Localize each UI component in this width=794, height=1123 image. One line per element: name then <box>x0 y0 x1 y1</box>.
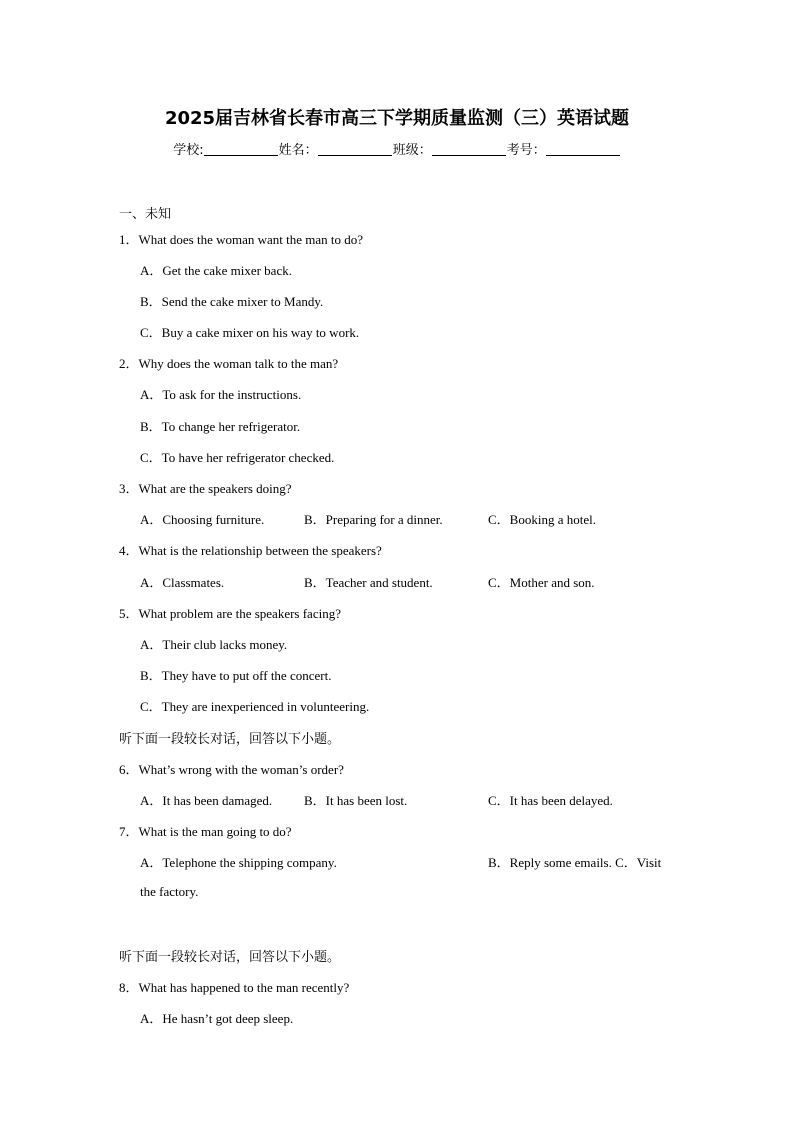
page-title: 2025届吉林省长春市高三下学期质量监测（三）英语试题 <box>164 108 630 129</box>
school-label: 学校: <box>173 143 204 158</box>
question-1: 1．What does the woman want the man to do? <box>119 232 364 247</box>
class-label: 班级： <box>392 143 432 158</box>
question-7: 7．What is the man going to do? <box>119 824 292 839</box>
q7-option-a: A．Telephone the shipping company. <box>140 855 337 870</box>
q3-option-a: A．Choosing furniture. <box>140 512 265 527</box>
q2-option-c: C．To have her refrigerator checked. <box>140 450 335 465</box>
exam-number-blank <box>546 143 620 156</box>
q6-option-c: C．It has been delayed. <box>488 793 613 808</box>
q8-option-a: A．He hasn’t got deep sleep. <box>140 1011 294 1026</box>
q2-option-a: A．To ask for the instructions. <box>140 387 302 402</box>
q1-option-c: C．Buy a cake mixer on his way to work. <box>140 325 360 340</box>
student-info-line <box>0 139 794 158</box>
q7-option-b-c: B．Reply some emails. C．Visit <box>488 855 662 870</box>
q4-option-b: B．Teacher and student. <box>304 575 433 590</box>
question-4: 4．What is the relationship between the speakers? <box>119 543 382 558</box>
q5-option-b: B．They have to put off the concert. <box>140 668 332 683</box>
q3-option-c: C．Booking a hotel. <box>488 512 596 527</box>
section-heading: 一、未知 <box>119 207 172 222</box>
name-blank <box>318 143 392 156</box>
dialogue-instruction-2: 听下面一段较长对话，回答以下小题。 <box>119 950 341 965</box>
q6-option-a: A．It has been damaged. <box>140 793 273 808</box>
exam-number-label: 考号： <box>506 143 546 158</box>
q1-option-b: B．Send the cake mixer to Mandy. <box>140 294 324 309</box>
question-2: 2．Why does the woman talk to the man? <box>119 356 339 371</box>
q4-option-a: A．Classmates. <box>140 575 225 590</box>
question-6: 6．What’s wrong with the woman’s order? <box>119 762 344 777</box>
question-8: 8．What has happened to the man recently? <box>119 980 350 995</box>
q3-option-b: B．Preparing for a dinner. <box>304 512 443 527</box>
q5-option-c: C．They are inexperienced in volunteering. <box>140 699 370 714</box>
q4-option-c: C．Mother and son. <box>488 575 595 590</box>
question-3: 3．What are the speakers doing? <box>119 481 292 496</box>
name-label: 姓名： <box>278 143 318 158</box>
q7-option-c-continued: the factory. <box>140 884 199 899</box>
q6-option-b: B．It has been lost. <box>304 793 408 808</box>
class-blank <box>432 143 506 156</box>
q1-option-a: A．Get the cake mixer back. <box>140 263 292 278</box>
dialogue-instruction-1: 听下面一段较长对话，回答以下小题。 <box>119 732 341 747</box>
question-5: 5．What problem are the speakers facing? <box>119 606 341 621</box>
school-blank <box>204 143 278 156</box>
q5-option-a: A．Their club lacks money. <box>140 637 288 652</box>
q2-option-b: B．To change her refrigerator. <box>140 419 301 434</box>
